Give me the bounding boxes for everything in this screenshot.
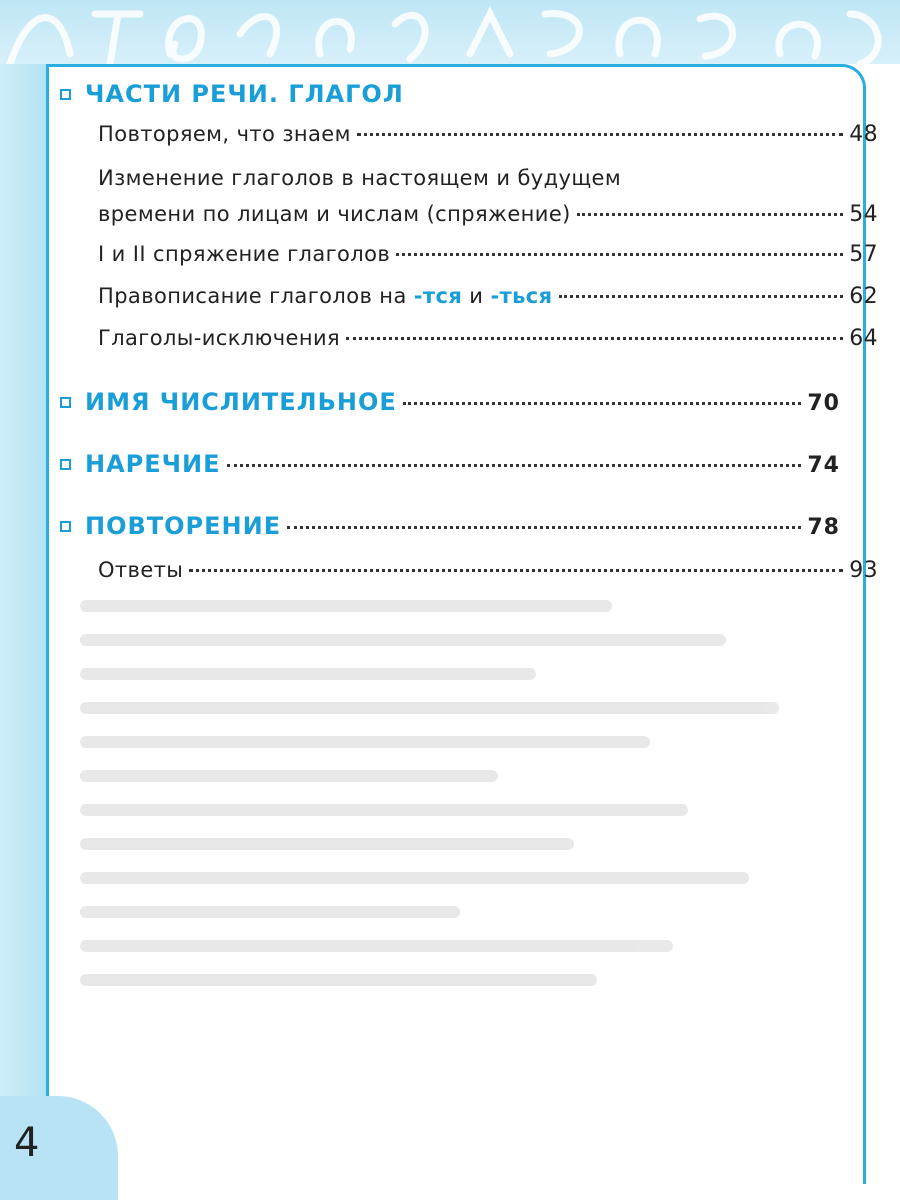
entry-title-line2: времени по лицам и числам (спряжение) [98,202,571,226]
toc-section-verb[interactable] [60,80,840,108]
entry-page: 54 [849,202,878,227]
entry-title: I и II спряжение глаголов [98,242,391,266]
entry-joiner: и [469,284,484,308]
toc-entry[interactable] [60,242,878,267]
dot-leader [346,337,843,340]
dot-leader [403,402,802,405]
toc-section-numeral[interactable] [60,388,840,416]
show-through-background [80,600,840,1160]
entry-title: Ответы [98,558,184,582]
entry-title-line1: Изменение глаголов в настоящем и будущем [98,166,622,190]
highlight-suffix: -ться [490,284,553,308]
section-title: НАРЕЧИЕ [85,450,221,478]
section-title: ЧАСТИ РЕЧИ. ГЛАГОЛ [85,80,404,108]
toc-entry[interactable] [60,326,878,351]
section-title: ПОВТОРЕНИЕ [85,512,282,540]
dot-leader [287,526,801,529]
highlight-suffix: -тся [413,284,463,308]
toc-entry-answers[interactable] [60,558,878,583]
entry-page: 93 [849,558,878,583]
decorative-header-band [0,0,900,64]
entry-page: 48 [849,122,878,147]
entry-title: Правописание глаголов на [98,284,407,308]
dot-leader [577,213,843,216]
entry-page: 62 [849,284,878,309]
square-bullet-icon [60,89,71,100]
toc-section-review[interactable] [60,512,840,540]
entry-title: Глаголы-исключения [98,326,341,350]
dot-leader [189,569,843,572]
dot-leader [227,464,802,467]
toc-entry[interactable] [60,122,878,147]
entry-page: 64 [849,326,878,351]
toc-entry[interactable] [60,284,878,309]
dot-leader [396,253,843,256]
entry-page: 57 [849,242,878,267]
dot-leader [357,133,843,136]
section-page: 74 [807,453,840,478]
square-bullet-icon [60,397,71,408]
entry-title: Повторяем, что знаем [98,122,351,146]
toc-entry[interactable] [60,202,878,227]
toc-section-adverb[interactable] [60,450,840,478]
left-side-bar [0,64,46,1200]
section-page: 78 [807,515,840,540]
square-bullet-icon [60,521,71,532]
section-title: ИМЯ ЧИСЛИТЕЛЬНОЕ [85,388,397,416]
page-number: 4 [14,1120,40,1166]
square-bullet-icon [60,459,71,470]
cursive-letters-decoration [0,0,900,64]
dot-leader [559,295,844,298]
section-page: 70 [807,391,840,416]
